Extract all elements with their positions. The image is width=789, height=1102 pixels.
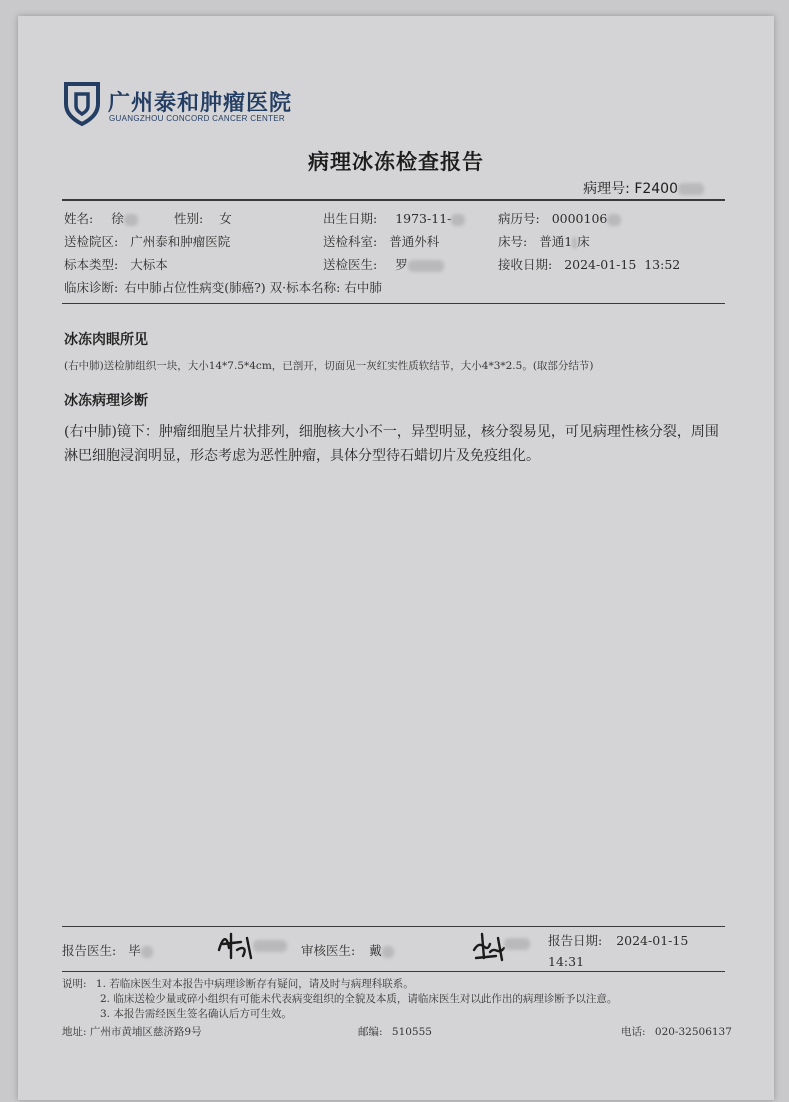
received-date-value: 2024-01-15 13:52 — [564, 257, 681, 272]
report-date-value: 2024-01-15 — [616, 933, 689, 948]
patient-record-label: 病历号: — [498, 211, 540, 226]
received-date-label: 接收日期: — [498, 257, 553, 272]
address-label: 地址: — [62, 1026, 87, 1038]
gross-heading: 冰冻肉眼所见 — [64, 332, 148, 348]
phone-label: 电话: — [621, 1026, 646, 1038]
submitting-hospital-label: 送检院区: — [64, 234, 119, 249]
pathology-number-label: 病理号: — [583, 181, 630, 197]
patient-record — [498, 209, 621, 227]
submitting-doctor-value: 罗 — [395, 257, 408, 272]
clinical-diagnosis-label: 临床诊断: — [64, 280, 119, 295]
note-item: 3. 本报告需经医生签名确认后方可生效。 — [100, 1008, 292, 1020]
info-divider — [62, 303, 725, 304]
submitting-hospital-value: 广州泰和肿瘤医院 — [130, 234, 231, 249]
report-time-value: 14:31 — [548, 954, 585, 969]
bed-number-label: 床号: — [498, 234, 528, 249]
submitting-dept-value: 普通外科 — [389, 234, 440, 249]
report-doctor-signature-icon — [213, 928, 293, 964]
patient-name-label: 姓名: — [64, 211, 94, 226]
patient-dob-label: 出生日期: — [323, 211, 378, 226]
specimen-type-label: 标本类型: — [64, 257, 119, 272]
hospital-shield-icon — [62, 80, 102, 126]
bed-number — [498, 232, 590, 250]
reviewer — [301, 941, 394, 959]
hospital-name-en: GUANGZHOU CONCORD CANCER CENTER — [109, 114, 285, 123]
submitting-doctor — [323, 255, 444, 273]
patient-record-value: 0000106 — [551, 211, 608, 226]
pathology-number — [583, 178, 704, 198]
patient-gender-label: 性别: — [174, 211, 204, 226]
diagnosis-text: (右中肺)镜下：肿瘤细胞呈片状排列，细胞核大小不一，异型明显，核分裂易见，可见病理性核分裂，周围淋巴细胞浸润明显，形态考虑为恶性肿瘤，具体分型待石蜡切片及免疫组化。 — [64, 424, 719, 464]
patient-gender — [174, 209, 232, 227]
submitting-doctor-label: 送检医生: — [323, 257, 378, 272]
bed-number-value: 普通1 — [539, 234, 573, 249]
footer-top-divider — [62, 926, 725, 927]
notes — [62, 977, 617, 1022]
clinical-diagnosis-value: 右中肺占位性病变(肺癌?) — [124, 280, 266, 295]
clinical-diagnosis — [64, 278, 382, 296]
patient-name-value: 徐 — [111, 211, 124, 226]
bed-number-suffix: 床 — [577, 234, 590, 249]
report-doctor-value: 毕 — [128, 943, 141, 958]
specimen-name-label: 双·标本名称: — [269, 280, 341, 295]
report-page — [18, 16, 774, 1100]
specimen-type-value: 大标本 — [130, 257, 168, 272]
postcode — [358, 1024, 432, 1039]
gross-text: (右中肺)送检肺组织一块，大小14*7.5*4cm，已剖开，切面见一灰红实性质软结节，大小4*3*2.5。(取部分结节) — [64, 360, 594, 372]
pathology-number-value: F2400 — [634, 181, 678, 197]
reviewer-signature-icon — [468, 926, 538, 966]
reviewer-value: 戴 — [369, 943, 382, 958]
report-doctor — [62, 941, 153, 959]
reviewer-label: 审核医生: — [301, 943, 356, 958]
patient-dob — [323, 209, 465, 227]
patient-name — [64, 209, 138, 227]
phone-value: 020-32506137 — [654, 1026, 732, 1038]
submitting-dept — [323, 232, 439, 250]
header-divider — [62, 199, 725, 201]
address — [62, 1024, 202, 1039]
submitting-dept-label: 送检科室: — [323, 234, 378, 249]
received-date — [498, 255, 680, 273]
hospital-name-cn: 广州泰和肿瘤医院 — [108, 91, 293, 116]
report-date — [548, 931, 688, 949]
specimen-name-value: 右中肺 — [344, 280, 382, 295]
report-date-label: 报告日期: — [548, 933, 603, 948]
diagnosis-heading: 冰冻病理诊断 — [64, 393, 148, 409]
postcode-label: 邮编: — [358, 1026, 383, 1038]
specimen-type — [64, 255, 168, 273]
phone — [621, 1024, 732, 1039]
submitting-hospital — [64, 232, 230, 250]
footer-bottom-divider — [62, 971, 725, 972]
note-item: 2. 临床送检少量或碎小组织有可能未代表病变组织的全貌及本质，请临床医生对以此作出的病理诊断予以注意。 — [100, 993, 618, 1005]
report-title: 病理冰冻检查报告 — [308, 149, 484, 174]
patient-dob-value: 1973-11- — [395, 211, 452, 226]
patient-gender-value: 女 — [219, 211, 232, 226]
postcode-value: 510555 — [391, 1026, 432, 1038]
address-value: 广州市黄埔区慈济路9号 — [89, 1026, 202, 1038]
notes-label: 说明: — [62, 978, 87, 990]
note-item: 1. 若临床医生对本报告中病理诊断存有疑问，请及时与病理科联系。 — [95, 978, 414, 990]
report-doctor-label: 报告医生: — [62, 943, 117, 958]
